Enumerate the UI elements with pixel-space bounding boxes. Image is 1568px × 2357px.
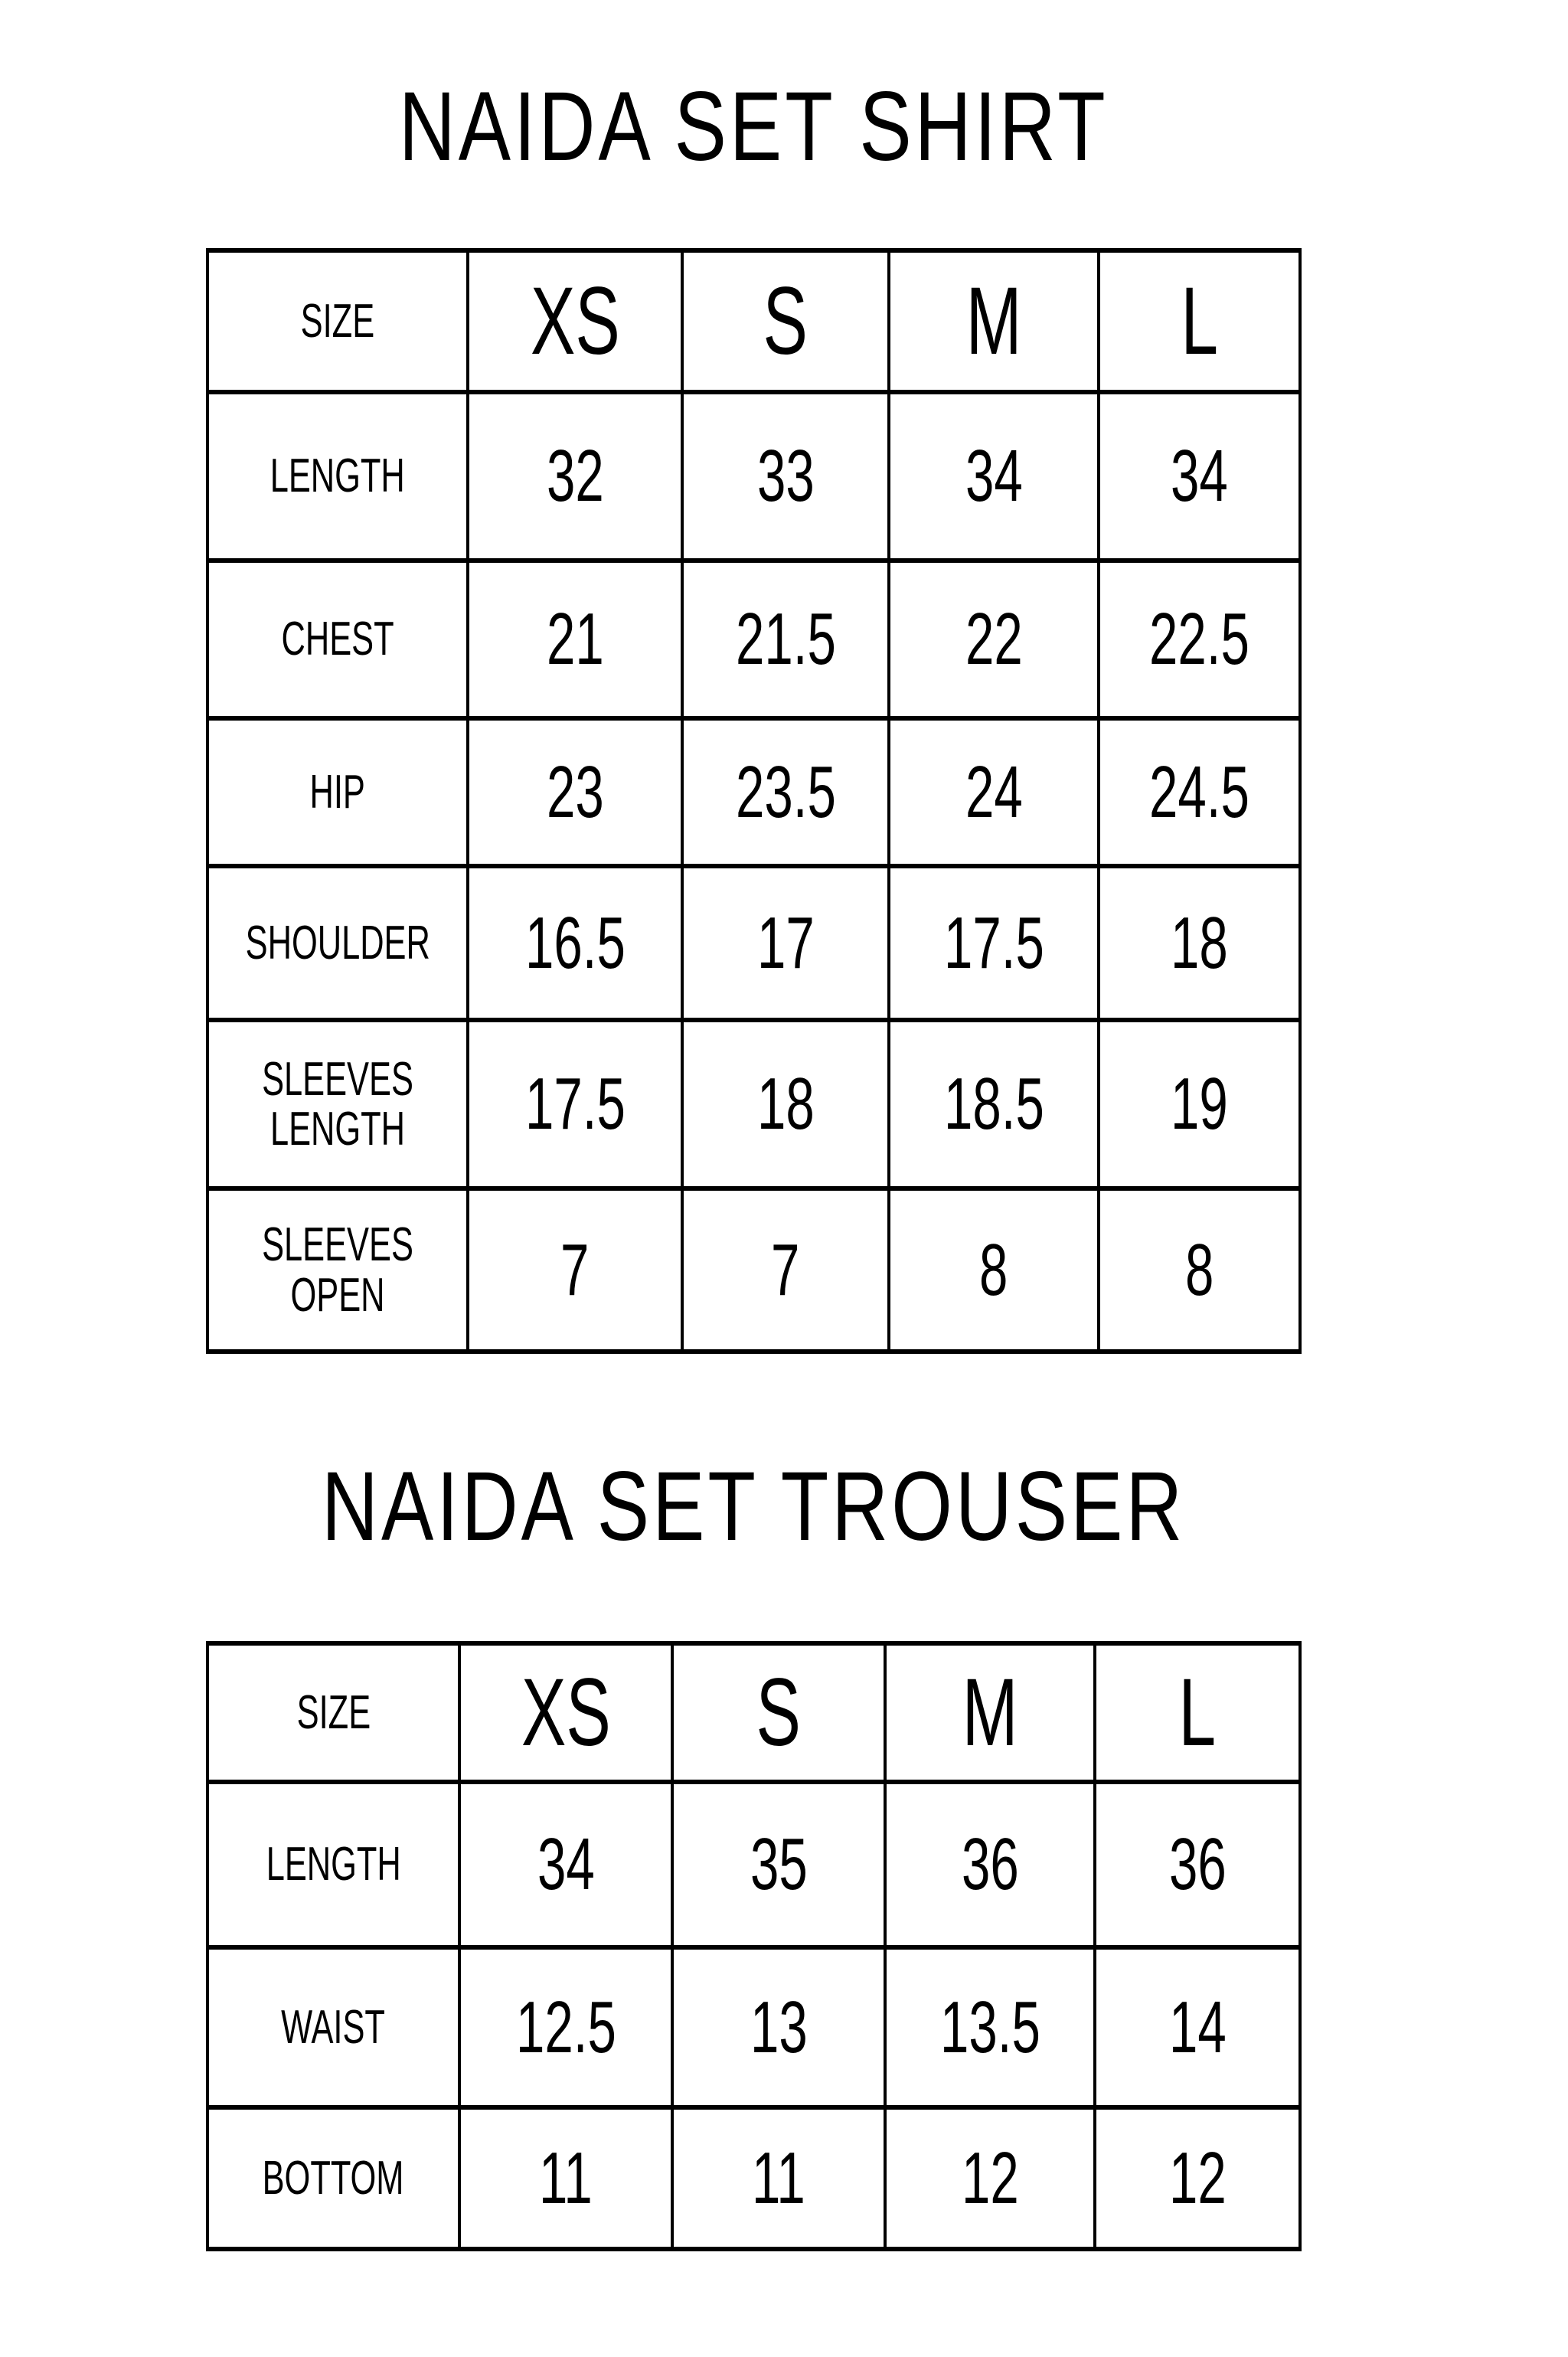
row-label-cell <box>209 394 469 558</box>
value-cell <box>684 721 890 864</box>
value-cell <box>684 868 890 1018</box>
size-label-cell <box>209 1646 461 1780</box>
row-label-text: SLEEVES OPEN <box>262 1218 413 1322</box>
value-text: 12 <box>1168 2136 1227 2219</box>
value-cell <box>1100 394 1298 558</box>
size-label-text: SIZE <box>296 1685 371 1739</box>
value-text: 36 <box>961 1823 1019 1905</box>
value-text: 18.5 <box>943 1063 1044 1145</box>
size-column-header <box>461 1646 674 1780</box>
size-column-header <box>674 1646 887 1780</box>
value-text: 12.5 <box>515 1986 616 2068</box>
value-text: 23.5 <box>735 750 836 833</box>
value-text: 24.5 <box>1149 750 1250 833</box>
value-cell <box>890 868 1100 1018</box>
value-text: 13 <box>750 1986 808 2068</box>
size-column-header <box>887 1646 1096 1780</box>
row-label-cell <box>209 2110 461 2247</box>
value-cell <box>684 1191 890 1349</box>
value-text: 17.5 <box>943 901 1044 984</box>
table-row <box>209 1022 1298 1191</box>
table-row <box>209 394 1298 563</box>
value-cell <box>887 1950 1096 2105</box>
row-label-text: LENGTH <box>270 449 406 503</box>
value-text: 7 <box>560 1228 590 1311</box>
value-cell <box>461 2110 674 2247</box>
table-row <box>209 1784 1298 1950</box>
value-text: 34 <box>537 1823 595 1905</box>
value-text: 18 <box>756 1063 815 1145</box>
value-cell <box>674 1784 887 1945</box>
size-column-header-text: S <box>756 1659 802 1766</box>
value-text: 17 <box>756 901 815 984</box>
value-cell <box>461 1784 674 1945</box>
size-column-header <box>684 253 890 390</box>
row-label-cell <box>209 563 469 716</box>
shirt-table-title <box>206 72 1302 181</box>
value-text: 24 <box>965 750 1023 833</box>
value-text: 17.5 <box>524 1063 626 1145</box>
value-cell <box>469 868 684 1018</box>
value-cell <box>1100 1191 1298 1349</box>
row-label-text: WAIST <box>281 2000 386 2054</box>
value-cell <box>890 721 1100 864</box>
value-text: 21 <box>546 598 604 680</box>
size-column-header-text: M <box>965 268 1022 374</box>
value-cell <box>1100 563 1298 716</box>
row-label-cell <box>209 868 469 1018</box>
row-label-text: HIP <box>309 765 366 819</box>
value-text: 34 <box>1171 435 1228 517</box>
value-text: 22 <box>965 598 1023 680</box>
value-text: 35 <box>750 1823 808 1905</box>
row-label-text: LENGTH <box>266 1838 401 1891</box>
size-column-header-text: M <box>962 1659 1018 1766</box>
value-text: 32 <box>546 435 604 517</box>
size-column-header-text: S <box>763 268 808 374</box>
row-label-cell <box>209 1950 461 2105</box>
value-cell <box>1100 868 1298 1018</box>
value-cell <box>890 1022 1100 1186</box>
size-column-header-text: XS <box>530 268 620 374</box>
value-text: 8 <box>979 1228 1008 1311</box>
value-cell <box>684 563 890 716</box>
value-cell <box>674 2110 887 2247</box>
trouser-size-table <box>206 1641 1302 2251</box>
value-text: 18 <box>1171 901 1228 984</box>
value-cell <box>1100 1022 1298 1186</box>
value-cell <box>1100 721 1298 864</box>
value-cell <box>890 1191 1100 1349</box>
value-text: 19 <box>1171 1063 1228 1145</box>
row-label-cell <box>209 1784 461 1945</box>
table-row <box>209 721 1298 868</box>
row-label-cell <box>209 1191 469 1349</box>
table-row <box>209 1191 1298 1349</box>
row-label-text: BOTTOM <box>263 2151 404 2205</box>
value-text: 13.5 <box>939 1986 1040 2068</box>
value-cell <box>1096 1784 1298 1945</box>
size-column-header-text: XS <box>521 1659 611 1766</box>
table-header-row <box>209 253 1298 394</box>
trouser-table-title <box>206 1452 1302 1561</box>
size-column-header <box>469 253 684 390</box>
value-cell <box>469 394 684 558</box>
value-text: 33 <box>756 435 815 517</box>
value-cell <box>684 1022 890 1186</box>
value-cell <box>890 563 1100 716</box>
row-label-text: SLEEVES LENGTH <box>262 1052 413 1156</box>
row-label-cell <box>209 1022 469 1186</box>
value-cell <box>469 1191 684 1349</box>
row-label-text: CHEST <box>281 613 394 666</box>
value-text: 11 <box>539 2136 593 2219</box>
value-cell <box>674 1950 887 2105</box>
size-column-header <box>1096 1646 1298 1780</box>
value-text: 21.5 <box>735 598 836 680</box>
size-label-cell <box>209 253 469 390</box>
value-cell <box>469 563 684 716</box>
size-label-text: SIZE <box>300 294 375 348</box>
value-cell <box>887 2110 1096 2247</box>
size-column-header-text: L <box>1181 268 1218 374</box>
value-cell <box>684 394 890 558</box>
size-column-header <box>890 253 1100 390</box>
value-cell <box>890 394 1100 558</box>
value-text: 12 <box>961 2136 1019 2219</box>
row-label-text: SHOULDER <box>245 916 430 969</box>
size-column-header <box>1100 253 1298 390</box>
row-label-cell <box>209 721 469 864</box>
shirt-size-table <box>206 248 1302 1354</box>
value-text: 22.5 <box>1149 598 1250 680</box>
table-row <box>209 868 1298 1022</box>
shirt-table-title-text: NAIDA SET SHIRT <box>399 72 1109 181</box>
value-cell <box>887 1784 1096 1945</box>
table-row <box>209 563 1298 721</box>
size-column-header-text: L <box>1178 1659 1217 1766</box>
trouser-table-title-text: NAIDA SET TROUSER <box>322 1452 1186 1561</box>
table-header-row <box>209 1646 1298 1784</box>
value-text: 16.5 <box>524 901 626 984</box>
table-row <box>209 2110 1298 2247</box>
value-text: 7 <box>771 1228 800 1311</box>
table-row <box>209 1950 1298 2110</box>
value-text: 23 <box>546 750 604 833</box>
value-cell <box>1096 1950 1298 2105</box>
value-text: 36 <box>1168 1823 1227 1905</box>
value-text: 34 <box>965 435 1023 517</box>
value-text: 8 <box>1184 1228 1214 1311</box>
value-cell <box>469 1022 684 1186</box>
value-text: 11 <box>752 2136 805 2219</box>
value-cell <box>1096 2110 1298 2247</box>
value-cell <box>469 721 684 864</box>
value-cell <box>461 1950 674 2105</box>
value-text: 14 <box>1168 1986 1227 2068</box>
